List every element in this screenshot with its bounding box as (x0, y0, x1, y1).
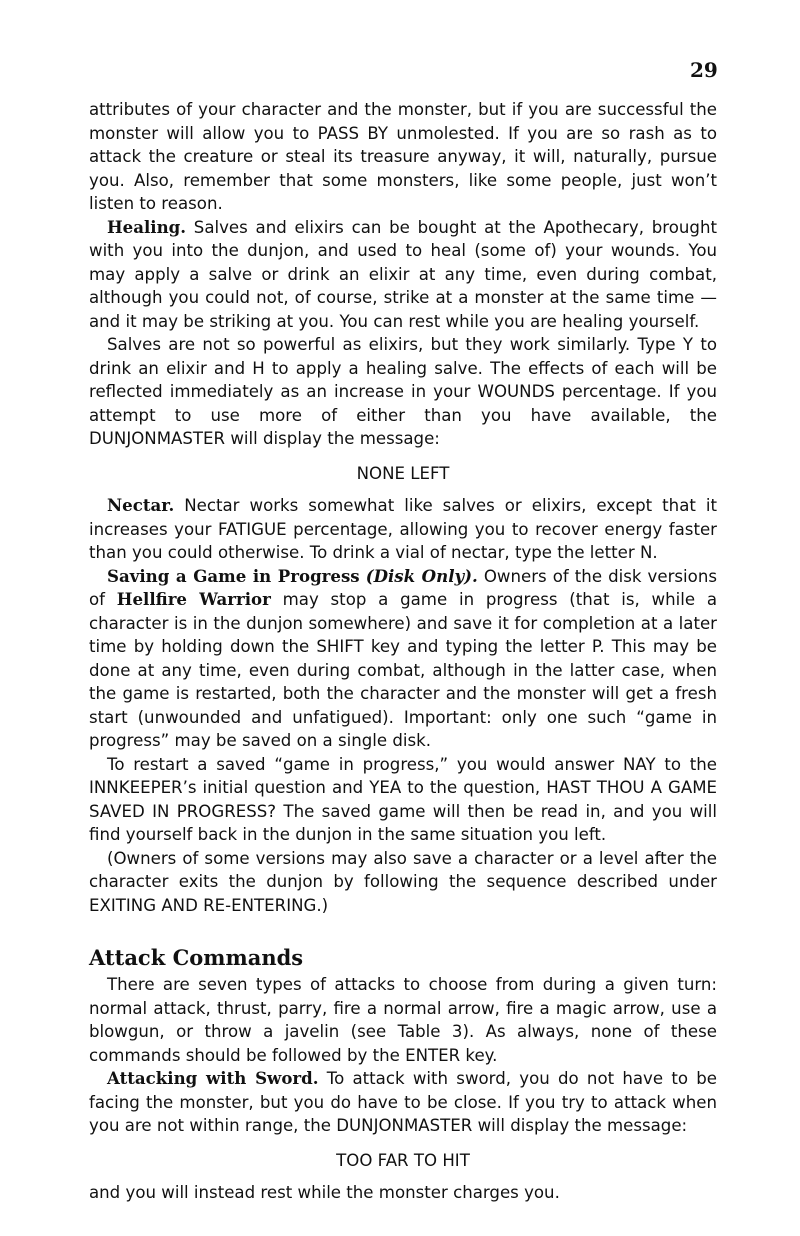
page-number: 29 (690, 58, 718, 82)
nectar-heading: Nectar. (107, 495, 175, 515)
saving-heading-disk-only: (Disk Only). (365, 565, 478, 586)
message-too-far: TOO FAR TO HIT (336, 1150, 470, 1170)
paragraph-nectar (89, 494, 717, 565)
paragraph-restart: To restart a saved “game in progress,” you would answer NAY to the INNKEEPER’s initial question and YEA to the question, HAST THOU A GAME SAVED IN PROGRESS? The saved game will then be read in, and you will find yourself back in the dunjon in the same situation you left. (89, 754, 717, 844)
paragraph-salves: Salves are not so powerful as elixirs, but they work similarly. Type Y to drink an elixir and H to apply a healing salve. The effects of each will be reflected immediately as an increase in your WOUNDS percentage. If you attempt to use more of either than you have available, the DUNJONMASTER will display the message: (89, 335, 717, 448)
saving-text-b: may stop a game in progress (that is, while a character is in the dunjon somewhere) and save it for completion at a later time by holding down the SHIFT key and typing the letter P. This may be done at any time, even during combat, although in the latter case, when the game is restarted, both the character and the monster will get a fresh start (unwounded and unfatigued). Important: only one such “game in progress” may be saved on a single disk. (89, 590, 717, 750)
saving-heading: Saving a Game in Progress (107, 565, 360, 586)
body-text (89, 98, 717, 1205)
paragraph-continuation: attributes of your character and the monster, but if you are successful the monster will allow you to PASS BY unmolested. If you are so rash as to attack the creature or steal its treasure anyway, it will, naturally, pursue you. Also, remember that some monsters, like some people, just won’t listen to reason. (89, 100, 717, 213)
paragraph-healing (89, 216, 717, 334)
paragraph-attack-types: There are seven types of attacks to choose from during a given turn: normal attack, thrust, parry, fire a normal arrow, fire a magic arrow, use a blowgun, or throw a javelin (see Table 3). As always, none of these commands should be followed by the ENTER key. (89, 975, 717, 1065)
paragraph-final: and you will instead rest while the monster charges you. (89, 1183, 560, 1202)
healing-heading: Healing. (107, 216, 187, 237)
game-title: Hellfire Warrior (116, 589, 271, 609)
paragraph-sword (89, 1067, 717, 1138)
sword-text: To attack with sword, you do not have to be facing the monster, but you do have to be close. If you try to attack when you are not within range, the DUNJONMASTER will display the message: (89, 1069, 717, 1135)
sword-heading: Attacking with Sword. (107, 1068, 319, 1088)
paragraph-saving (89, 565, 717, 753)
message-none-left: NONE LEFT (356, 463, 450, 483)
section-heading-attack-commands: Attack Commands (89, 945, 304, 970)
paragraph-owners: (Owners of some versions may also save a character or a level after the character exits the dunjon by following the sequence described under EXITING AND RE-ENTERING.) (89, 848, 717, 915)
nectar-text: Nectar works somewhat like salves or elixirs, except that it increases your FATIGUE percentage, allowing you to recover energy faster than you could otherwise. To drink a vial of nectar, type the letter N. (89, 496, 717, 562)
healing-text: Salves and elixirs can be bought at the Apothecary, brought with you into the dunjon, and used to heal (some of) your wounds. You may apply a salve or drink an elixir at any time, even during combat, although you could not, of course, strike at a monster at the same time — and it may be striking at you. You can rest while you are healing yourself. (89, 217, 717, 331)
saving-text-a: Owners of the disk versions of (89, 566, 717, 609)
